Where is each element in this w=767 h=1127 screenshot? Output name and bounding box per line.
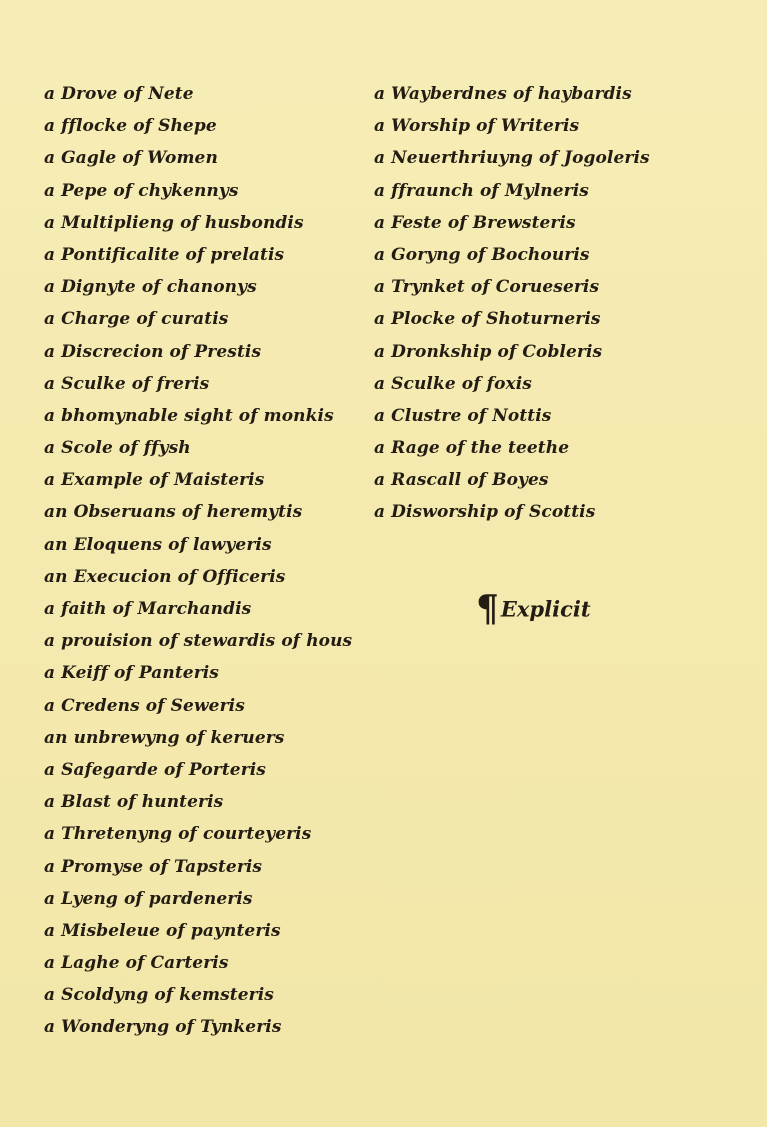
list-item: a Scoldyng of kemsteris	[44, 985, 274, 1006]
list-item: a Multiplieng of husbondis	[44, 212, 304, 233]
list-item: an Execucion of Officeris	[44, 566, 286, 587]
list-item: a Dronkship of Cobleris	[374, 341, 603, 362]
list-item: a Discrecion of Prestis	[44, 341, 262, 362]
list-item: a Disworship of Scottis	[374, 502, 596, 523]
list-item: a fflocke of Shepe	[44, 116, 217, 137]
list-item: a Keiff of Panteris	[44, 663, 219, 684]
list-item: a Pepe of chykennys	[44, 180, 239, 201]
list-item: a Sculke of freris	[44, 373, 210, 394]
colophon	[476, 588, 591, 630]
list-item: a Plocke of Shoturneris	[374, 309, 601, 330]
list-item: a Rage of the teethe	[374, 438, 570, 459]
list-item: an Obseruans of heremytis	[44, 502, 303, 523]
list-item: a Blast of hunteris	[44, 792, 224, 813]
list-item: a prouision of stewardis of hous	[44, 631, 353, 652]
list-item: a Gagle of Women	[44, 148, 218, 169]
list-item: a Credens of Seweris	[44, 695, 245, 716]
list-item: a Rascall of Boyes	[374, 470, 549, 491]
list-item: a Wayberdnes of haybardis	[374, 84, 632, 104]
list-item: a Sculke of foxis	[374, 373, 532, 394]
list-item: a Thretenyng of courteyeris	[44, 824, 312, 845]
list-item: a Promyse of Tapsteris	[44, 856, 263, 877]
explicit-label: Explicit	[500, 596, 591, 622]
list-item: a Misbeleue of paynteris	[44, 920, 281, 941]
list-item: a Charge of curatis	[44, 309, 229, 330]
list-item: a Neuerthriuyng of Jogoleris	[374, 148, 650, 169]
list-item: a Drove of Nete	[44, 84, 194, 104]
right-column-list	[374, 78, 704, 529]
left-column-list	[44, 78, 374, 1044]
list-item: a Worship of Writeris	[374, 116, 580, 137]
list-item: a Feste of Brewsteris	[374, 212, 576, 233]
list-item: a Example of Maisteris	[44, 470, 265, 491]
list-item: a bhomynable sight of monkis	[44, 405, 334, 426]
list-item: a faith of Marchandis	[44, 599, 252, 619]
list-item: a Safegarde of Porteris	[44, 759, 266, 780]
list-item: an unbrewyng of keruers	[44, 727, 285, 748]
list-item: a Wonderyng of Tynkeris	[44, 1017, 282, 1038]
list-item: a Clustre of Nottis	[374, 405, 552, 426]
list-item: a ffraunch of Mylneris	[374, 180, 589, 201]
list-item: a Lyeng of pardeneris	[44, 888, 253, 909]
list-item: a Dignyte of chanonys	[44, 277, 257, 298]
pilcrow-icon: ¶	[476, 588, 499, 630]
list-item: a Goryng of Bochouris	[374, 244, 590, 265]
list-item: a Laghe of Carteris	[44, 953, 229, 974]
list-item: a Trynket of Corueseris	[374, 277, 600, 298]
list-item: a Scole of ffysh	[44, 438, 191, 459]
list-item: a Pontificalite of prelatis	[44, 244, 285, 265]
list-item: an Eloquens of lawyeris	[44, 534, 272, 555]
